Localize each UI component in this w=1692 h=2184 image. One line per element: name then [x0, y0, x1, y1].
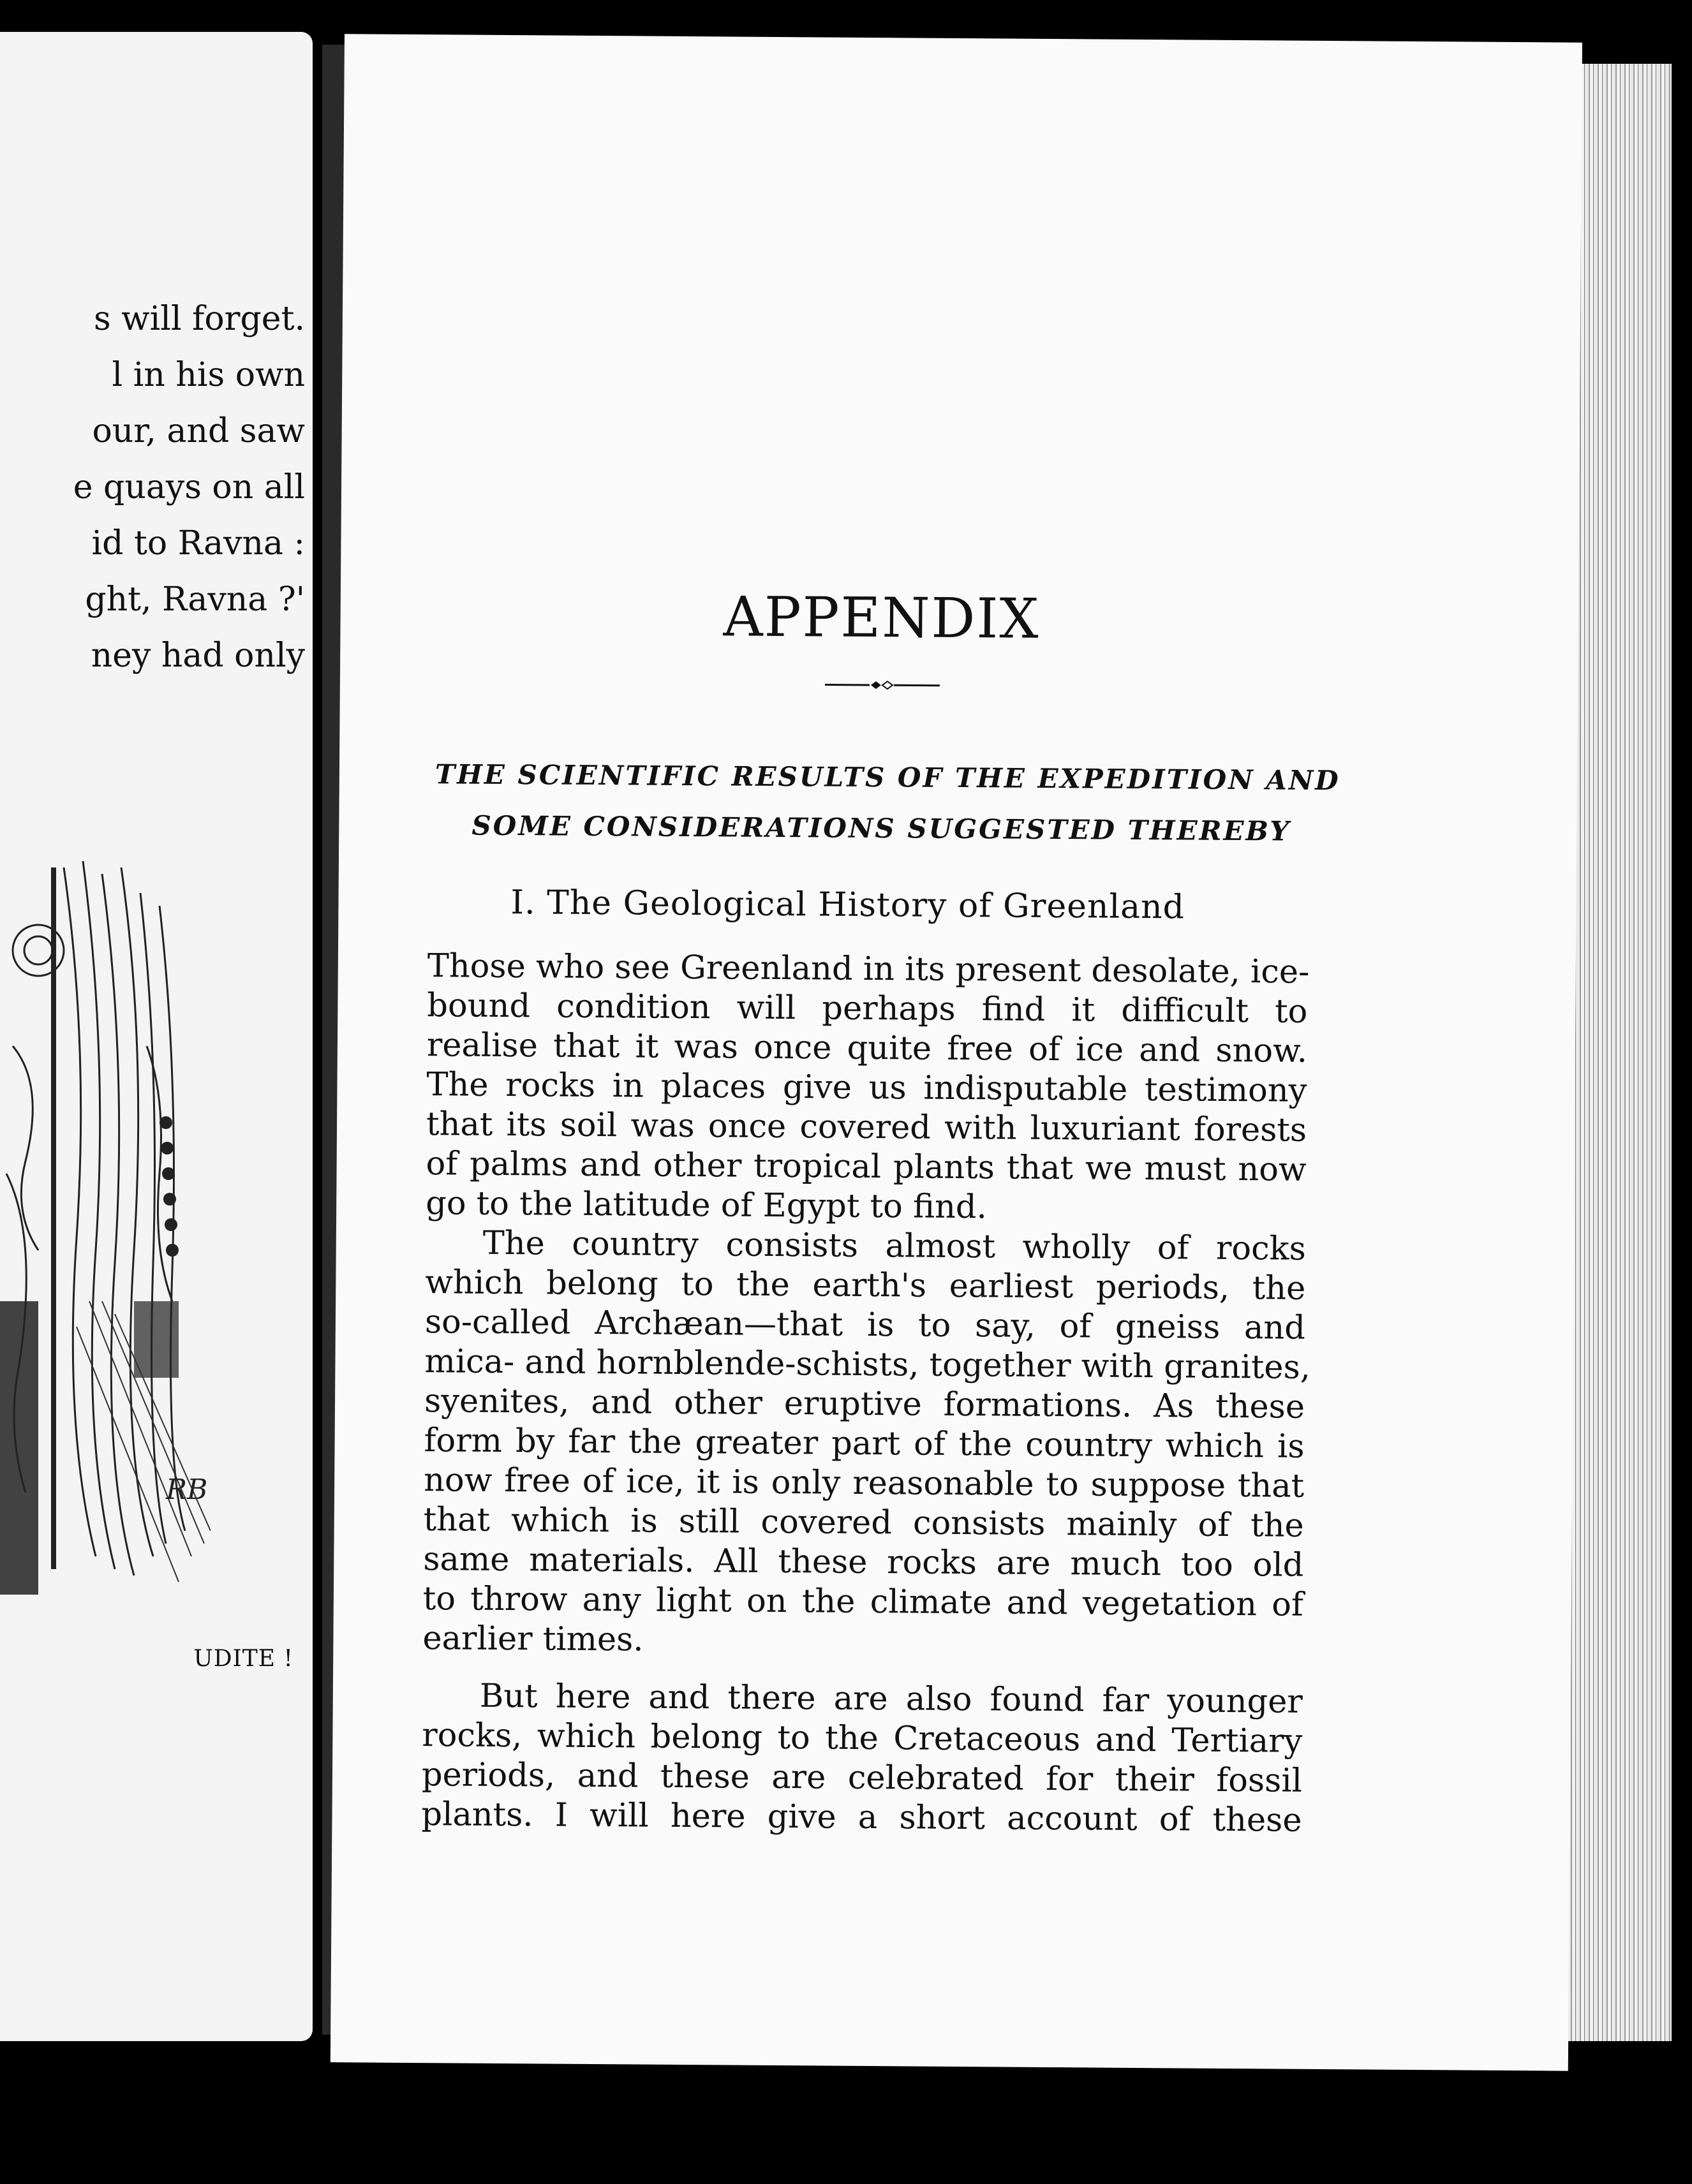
- text-line: now free of ice, it is only reasonable to suppose that: [423, 1461, 1305, 1505]
- text-line: mica- and hornblende-schists, together with granites,: [424, 1343, 1311, 1387]
- text-line: that which is still covered consists mainly of the: [423, 1501, 1304, 1545]
- text-line: which belong to the earth's earliest periods, the: [425, 1264, 1306, 1308]
- left-page: [0, 32, 313, 2041]
- left-text-line: our, and saw: [92, 412, 305, 450]
- section-title: The Geological History of Greenland: [546, 883, 1185, 927]
- section-heading: [510, 883, 1185, 926]
- text-line: syenites, and other eruptive formations. As these: [424, 1382, 1305, 1426]
- text-line: to throw any light on the climate and vegetation of: [422, 1580, 1304, 1624]
- text-line: go to the latitude of Egypt to find.: [426, 1184, 987, 1227]
- left-text-line: e quays on all: [73, 468, 305, 506]
- text-line: so-called Archæan—that is to say, of gneiss and: [424, 1303, 1306, 1347]
- text-line: same materials. All these rocks are much too old: [423, 1540, 1304, 1584]
- ornament-divider: [825, 675, 940, 695]
- right-page: [330, 34, 1582, 2070]
- appendix-title: APPENDIX: [723, 585, 1041, 651]
- text-line: form by far the greater part of the country which is: [424, 1422, 1305, 1466]
- text-line: earlier times.: [422, 1620, 644, 1659]
- text-line: periods, and these are celebrated for their fossil: [421, 1756, 1303, 1800]
- text-line: plants. I will here give a short account of these: [421, 1796, 1302, 1840]
- left-text-line: id to Ravna :: [91, 524, 305, 563]
- left-text-line: ght, Ravna ?': [85, 580, 305, 619]
- text-line: bound condition will perhaps find it difficult to: [427, 987, 1308, 1031]
- text-line: The rocks in places give us indisputable testimony: [426, 1066, 1307, 1110]
- text-line: The country consists almost wholly of rocks: [482, 1224, 1306, 1268]
- subtitle-line-1: THE SCIENTIFIC RESULTS OF THE EXPEDITION AND: [434, 758, 1340, 797]
- text-line: that its soil was once covered with luxuriant forests: [426, 1105, 1307, 1149]
- text-line: But here and there are also found far younger: [479, 1677, 1303, 1721]
- signature-mark: RB: [166, 1473, 208, 1506]
- engraving-illustration: [0, 855, 211, 1607]
- section-numeral: I.: [510, 883, 536, 922]
- text-line: realise that it was once quite free of ice and snow.: [426, 1026, 1308, 1070]
- left-text-line: l in his own: [112, 356, 305, 394]
- text-line: rocks, which belong to the Cretaceous and Tertiary: [422, 1716, 1303, 1760]
- text-line: of palms and other tropical plants that we must now: [426, 1145, 1307, 1189]
- left-text-line: ney had only: [91, 637, 305, 675]
- body-text: [421, 947, 1311, 1841]
- subtitle-line-2: SOME CONSIDERATIONS SUGGESTED THEREBY: [471, 809, 1291, 847]
- text-line: Those who see Greenland in its present desolate, ice-: [427, 947, 1310, 991]
- left-caption: UDITE !: [193, 1646, 293, 1672]
- left-text-line: s will forget.: [93, 300, 305, 338]
